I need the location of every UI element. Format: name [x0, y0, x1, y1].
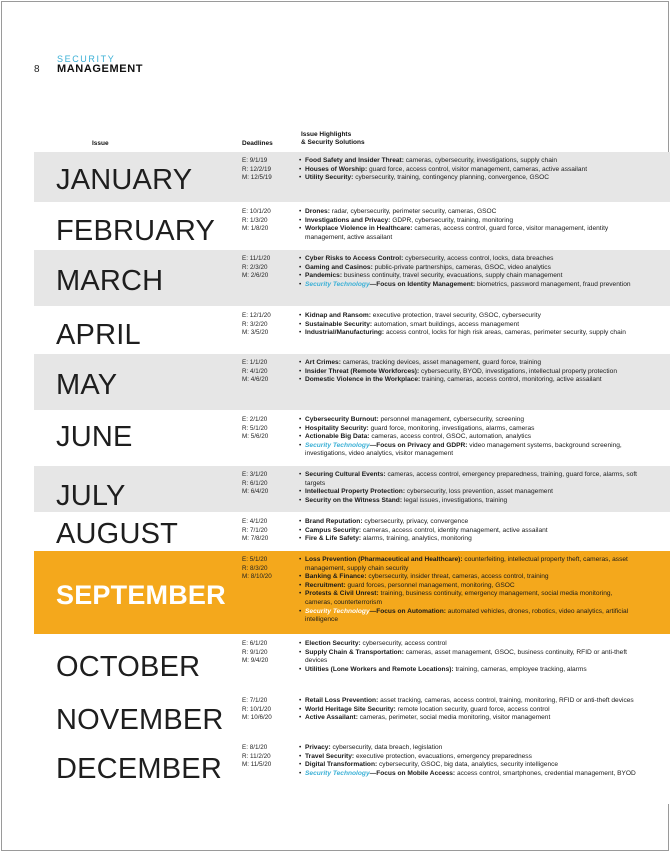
- highlight-details: video management systems, background screening, investigations, video analytics, visitor management: [305, 441, 622, 458]
- deadlines: [242, 359, 268, 385]
- highlights-list: [299, 157, 641, 183]
- highlight-topic: Insider Threat (Remote Workforces):: [305, 367, 420, 375]
- highlight-details: cameras, tracking devices, asset management, guard force, training: [340, 359, 542, 366]
- highlight-item: [299, 255, 641, 264]
- highlight-topic: Kidnap and Ransom:: [305, 312, 371, 319]
- highlight-topic: Cyber Risks to Access Control:: [305, 255, 404, 262]
- highlights-list: [299, 312, 641, 338]
- highlights-list: [299, 518, 641, 544]
- deadlines: [242, 157, 272, 183]
- highlight-topic: Utilities (Lone Workers and Remote Locations):: [305, 665, 454, 673]
- deadline-date: M: 12/5/19: [242, 174, 272, 182]
- highlight-topic: Investigations and Privacy:: [305, 216, 391, 224]
- highlight-item: [299, 376, 641, 385]
- deadlines: [242, 556, 272, 582]
- highlight-item: [299, 649, 641, 666]
- security-technology-tag: Security Technology: [305, 280, 370, 288]
- deadline-date: E: 12/1/20: [242, 312, 271, 319]
- highlight-details: asset tracking, cameras, access control, training, monitoring, RFID or anti-theft devices: [378, 697, 634, 704]
- highlight-details: cybersecurity, training, contingency planning, convergence, GSOC: [353, 174, 549, 182]
- deadline-date: R: 8/3/20: [242, 564, 268, 572]
- highlight-item: [299, 666, 641, 675]
- highlight-topic: Drones:: [305, 208, 330, 215]
- highlight-item: [299, 157, 641, 166]
- month-row-june: [34, 411, 670, 466]
- highlight-details: guard force, access control, visitor management, cameras, active assailant: [367, 165, 588, 173]
- magazine-name-bottom: MANAGEMENT: [57, 63, 144, 75]
- deadline-date: M: 8/10/20: [242, 573, 272, 581]
- deadline-date: E: 7/1/20: [242, 697, 268, 704]
- highlight-item: [299, 590, 641, 607]
- highlight-details: cameras, asset management, GSOC, business continuity, RFID or anti-theft devices: [305, 648, 627, 665]
- deadline-date: M: 2/6/20: [242, 272, 269, 280]
- month-row-february: [34, 203, 670, 250]
- highlight-item: [299, 225, 641, 242]
- deadlines: [242, 312, 271, 338]
- column-header-highlights-line1: Issue Highlights: [301, 131, 352, 138]
- deadline-date: M: 4/6/20: [242, 376, 269, 384]
- highlight-topic: Recruitment:: [305, 581, 346, 589]
- deadline-date: R: 3/2/20: [242, 320, 268, 328]
- highlight-item: [299, 368, 641, 377]
- deadlines: [242, 697, 272, 723]
- highlights-list: [299, 744, 641, 778]
- month-row-may: [34, 354, 670, 411]
- page-number: 8: [34, 64, 40, 75]
- highlight-details: automation, smart buildings, access management: [372, 320, 520, 328]
- highlight-item: [299, 753, 641, 762]
- security-technology-tag: Security Technology: [305, 769, 370, 777]
- highlight-item: [299, 706, 641, 715]
- month-name: DECEMBER: [56, 753, 222, 785]
- highlight-details: public-private partnerships, cameras, GSOC, video analytics: [372, 263, 551, 271]
- highlight-item: [299, 527, 641, 536]
- month-name: MAY: [56, 369, 118, 401]
- highlight-topic: Cybersecurity Burnout:: [305, 416, 379, 423]
- highlight-item: [299, 264, 641, 273]
- highlight-details: cybersecurity, data breach, legislation: [330, 744, 443, 751]
- deadline-date: M: 9/4/20: [242, 657, 269, 665]
- month-row-april: [34, 307, 670, 354]
- highlight-item: [299, 329, 641, 338]
- highlight-item: [299, 488, 641, 497]
- highlights-list: [299, 697, 641, 723]
- highlight-details: access control, locks for high risk areas, cameras, perimeter security, supply chain: [384, 329, 626, 337]
- deadline-date: E: 6/1/20: [242, 640, 268, 647]
- highlight-details: cybersecurity, BYOD, investigations, intellectual property protection: [419, 367, 617, 375]
- deadline-date: R: 6/1/20: [242, 479, 268, 487]
- highlight-topic: Travel Security:: [305, 752, 355, 760]
- magazine-name-top: SECURITY: [57, 54, 116, 64]
- month-name: APRIL: [56, 319, 141, 351]
- highlight-item: [299, 573, 641, 582]
- month-row-january: [34, 152, 670, 203]
- column-header-issue: Issue: [92, 140, 109, 147]
- deadlines: [242, 640, 268, 666]
- month-name: JUNE: [56, 421, 133, 453]
- month-row-december: [34, 739, 670, 804]
- deadline-date: R: 10/1/20: [242, 705, 272, 713]
- column-header-deadlines: Deadlines: [242, 140, 273, 147]
- month-name: SEPTEMBER: [56, 580, 226, 610]
- highlight-topic: Securing Cultural Events:: [305, 471, 386, 478]
- highlight-item: [299, 166, 641, 175]
- highlight-item: [299, 359, 641, 368]
- highlight-item: [299, 442, 641, 459]
- month-row-august: [34, 513, 670, 551]
- highlight-item: [299, 697, 641, 706]
- highlight-item: [299, 556, 641, 573]
- highlight-item: [299, 714, 641, 723]
- highlight-item: [299, 433, 641, 442]
- month-name: MARCH: [56, 265, 164, 297]
- highlight-details: guard force, monitoring, investigations, alarms, cameras: [368, 424, 535, 432]
- highlight-topic: Supply Chain & Transportation:: [305, 648, 404, 656]
- deadline-date: R: 12/2/19: [242, 165, 272, 173]
- highlight-topic: Utility Security:: [305, 174, 354, 182]
- highlight-details: cameras, access control, emergency preparedness, training, guard force, alarms, soft targets: [305, 471, 638, 487]
- deadline-date: E: 11/1/20: [242, 255, 271, 262]
- highlight-topic: Active Assailant:: [305, 714, 358, 722]
- deadline-date: R: 1/3/20: [242, 216, 268, 224]
- editorial-calendar-table: [34, 152, 670, 804]
- highlight-topic: Pandemics:: [305, 272, 343, 280]
- highlight-details: cybersecurity, loss prevention, asset management: [405, 488, 553, 496]
- highlight-details: cybersecurity, privacy, convergence: [362, 518, 469, 525]
- deadline-date: M: 10/6/20: [242, 714, 272, 722]
- highlight-topic: Food Safety and Insider Threat:: [305, 157, 404, 164]
- month-row-october: [34, 635, 670, 692]
- highlight-item: [299, 312, 641, 321]
- highlight-item: [299, 471, 641, 488]
- highlights-list: [299, 640, 641, 674]
- deadline-date: E: 1/1/20: [242, 359, 268, 366]
- highlight-item: [299, 497, 641, 506]
- month-name: JULY: [56, 480, 126, 512]
- highlight-details: cameras, access control, GSOC, automation, analytics: [369, 433, 532, 441]
- highlight-item: [299, 761, 641, 770]
- highlights-list: [299, 359, 641, 385]
- highlight-item: [299, 582, 641, 591]
- deadline-date: M: 6/4/20: [242, 488, 269, 496]
- highlight-details: business continuity, travel security, evacuations, supply chain management: [342, 272, 563, 280]
- highlight-topic: Actionable Big Data:: [305, 433, 370, 441]
- deadline-date: M: 1/8/20: [242, 225, 269, 233]
- deadline-date: R: 9/1/20: [242, 648, 268, 656]
- deadline-date: M: 7/8/20: [242, 535, 269, 543]
- highlight-item: [299, 208, 641, 217]
- highlight-topic: —Focus on Automation:: [369, 607, 446, 615]
- deadline-date: E: 3/1/20: [242, 471, 268, 478]
- highlight-details: alarms, training, analytics, monitoring: [361, 535, 472, 543]
- highlight-topic: —Focus on Identity Management:: [369, 280, 476, 288]
- deadline-date: R: 2/3/20: [242, 263, 268, 271]
- highlight-topic: Fire & Life Safety:: [305, 535, 362, 543]
- highlight-details: automated vehicles, drones, robotics, video analytics, artificial intelligence: [305, 607, 629, 624]
- highlight-details: GDPR, cybersecurity, training, monitoring: [390, 216, 514, 224]
- deadline-date: M: 5/6/20: [242, 433, 269, 441]
- highlight-topic: Privacy:: [305, 744, 331, 751]
- highlight-item: [299, 535, 641, 544]
- highlight-details: biometrics, password management, fraud prevention: [475, 280, 631, 288]
- highlight-item: [299, 770, 641, 779]
- highlight-details: cybersecurity, access control, locks, data breaches: [403, 255, 554, 262]
- highlight-item: [299, 416, 641, 425]
- highlight-topic: Retail Loss Prevention:: [305, 697, 379, 704]
- deadline-date: R: 4/1/20: [242, 367, 268, 375]
- column-header-highlights: [301, 131, 365, 147]
- highlight-item: [299, 640, 641, 649]
- deadlines: [242, 208, 271, 234]
- highlight-topic: Loss Prevention (Pharmaceutical and Healthcare):: [305, 556, 463, 563]
- highlight-item: [299, 217, 641, 226]
- highlight-details: cybersecurity, access control: [360, 640, 447, 647]
- highlight-details: guard forces, personnel management, monitoring, GSOC: [345, 581, 515, 589]
- highlight-topic: Banking & Finance:: [305, 573, 367, 581]
- security-technology-tag: Security Technology: [305, 607, 370, 615]
- highlight-details: cameras, access control, identity management, active assailant: [361, 526, 548, 534]
- month-name: JANUARY: [56, 164, 193, 196]
- highlight-topic: Workplace Violence in Healthcare:: [305, 225, 413, 233]
- deadline-date: E: 2/1/20: [242, 416, 268, 423]
- highlight-item: [299, 321, 641, 330]
- deadlines: [242, 744, 271, 770]
- deadline-date: E: 8/1/20: [242, 744, 268, 751]
- deadline-date: E: 4/1/20: [242, 518, 268, 525]
- deadline-date: R: 5/1/20: [242, 424, 268, 432]
- highlight-topic: Industrial/Manufacturing:: [305, 329, 385, 337]
- highlight-topic: Protests & Civil Unrest:: [305, 590, 379, 598]
- highlight-details: training, cameras, access control, monitoring, active assailant: [420, 376, 602, 384]
- deadline-date: R: 7/1/20: [242, 526, 268, 534]
- highlight-details: executive protection, evacuations, emergency preparedness: [354, 752, 532, 760]
- deadline-date: E: 9/1/19: [242, 157, 268, 164]
- column-header-highlights-line2: & Security Solutions: [301, 139, 365, 146]
- deadlines: [242, 255, 270, 281]
- deadline-date: R: 11/2/20: [242, 752, 271, 760]
- highlights-list: [299, 255, 641, 289]
- highlight-details: legal issues, investigations, training: [402, 496, 508, 504]
- highlight-topic: Sustainable Security:: [305, 320, 373, 328]
- highlight-details: personnel management, cybersecurity, screening: [378, 416, 525, 423]
- highlight-topic: —Focus on Mobile Access:: [369, 769, 456, 777]
- highlight-topic: —Focus on Privacy and GDPR:: [369, 441, 468, 449]
- highlight-topic: Houses of Worship:: [305, 165, 368, 173]
- highlight-details: cameras, perimeter, social media monitoring, visitor management: [357, 714, 551, 722]
- month-row-july: [34, 466, 670, 513]
- month-row-september: [34, 551, 670, 635]
- highlight-item: [299, 608, 641, 625]
- highlight-topic: Intellectual Property Protection:: [305, 488, 406, 496]
- highlight-details: cameras, access control, guard force, visitor management, identity management, active assailant: [305, 225, 609, 241]
- highlight-item: [299, 281, 641, 290]
- highlight-topic: Art Crimes:: [305, 359, 341, 366]
- highlight-details: counterfeiting, intellectual property theft, cameras, asset management, supply chain security: [305, 556, 628, 572]
- deadlines: [242, 416, 268, 442]
- highlight-topic: Security on the Witness Stand:: [305, 496, 403, 504]
- month-name: FEBRUARY: [56, 215, 215, 247]
- month-row-november: [34, 692, 670, 739]
- deadline-date: M: 11/5/20: [242, 761, 272, 769]
- highlight-topic: World Heritage Site Security:: [305, 705, 396, 713]
- highlight-details: remote location security, guard force, access control: [395, 705, 550, 713]
- highlight-details: cameras, cybersecurity, investigations, supply chain: [403, 157, 557, 164]
- highlight-topic: Election Security:: [305, 640, 361, 647]
- highlights-list: [299, 471, 641, 505]
- deadline-date: E: 5/1/20: [242, 556, 268, 563]
- highlight-details: cybersecurity, GSOC, big data, analytics, security intelligence: [377, 761, 559, 769]
- highlight-item: [299, 272, 641, 281]
- deadline-date: E: 10/1/20: [242, 208, 271, 215]
- month-name: NOVEMBER: [56, 704, 224, 736]
- highlight-topic: Brand Reputation:: [305, 518, 363, 525]
- highlight-details: training, business continuity, emergency management, social media monitoring, cameras, counterterrorism: [305, 590, 613, 606]
- deadlines: [242, 471, 268, 497]
- highlight-item: [299, 174, 641, 183]
- highlight-details: access control, smartphones, credential management, BYOD: [455, 769, 636, 777]
- highlight-topic: Hospitality Security:: [305, 424, 369, 432]
- month-row-march: [34, 250, 670, 307]
- deadline-date: M: 3/5/20: [242, 329, 269, 337]
- highlights-list: [299, 208, 641, 242]
- highlight-details: executive protection, travel security, GSOC, cybersecurity: [370, 312, 541, 319]
- highlight-topic: Digital Transformation:: [305, 761, 378, 769]
- security-technology-tag: Security Technology: [305, 441, 370, 449]
- highlight-topic: Domestic Violence in the Workplace:: [305, 376, 421, 384]
- highlight-item: [299, 744, 641, 753]
- highlight-topic: Gaming and Casinos:: [305, 263, 373, 271]
- month-name: OCTOBER: [56, 651, 201, 683]
- month-name: AUGUST: [56, 518, 179, 550]
- highlight-item: [299, 518, 641, 527]
- highlight-details: radar, cybersecurity, perimeter security, cameras, GSOC: [329, 208, 497, 215]
- highlight-topic: Campus Security:: [305, 526, 362, 534]
- highlight-item: [299, 425, 641, 434]
- highlights-list: [299, 416, 641, 459]
- highlight-details: training, cameras, employee tracking, alarms: [453, 665, 587, 673]
- highlights-list: [299, 556, 641, 625]
- highlight-details: cybersecurity, insider threat, cameras, access control, training: [366, 573, 549, 581]
- deadlines: [242, 518, 268, 544]
